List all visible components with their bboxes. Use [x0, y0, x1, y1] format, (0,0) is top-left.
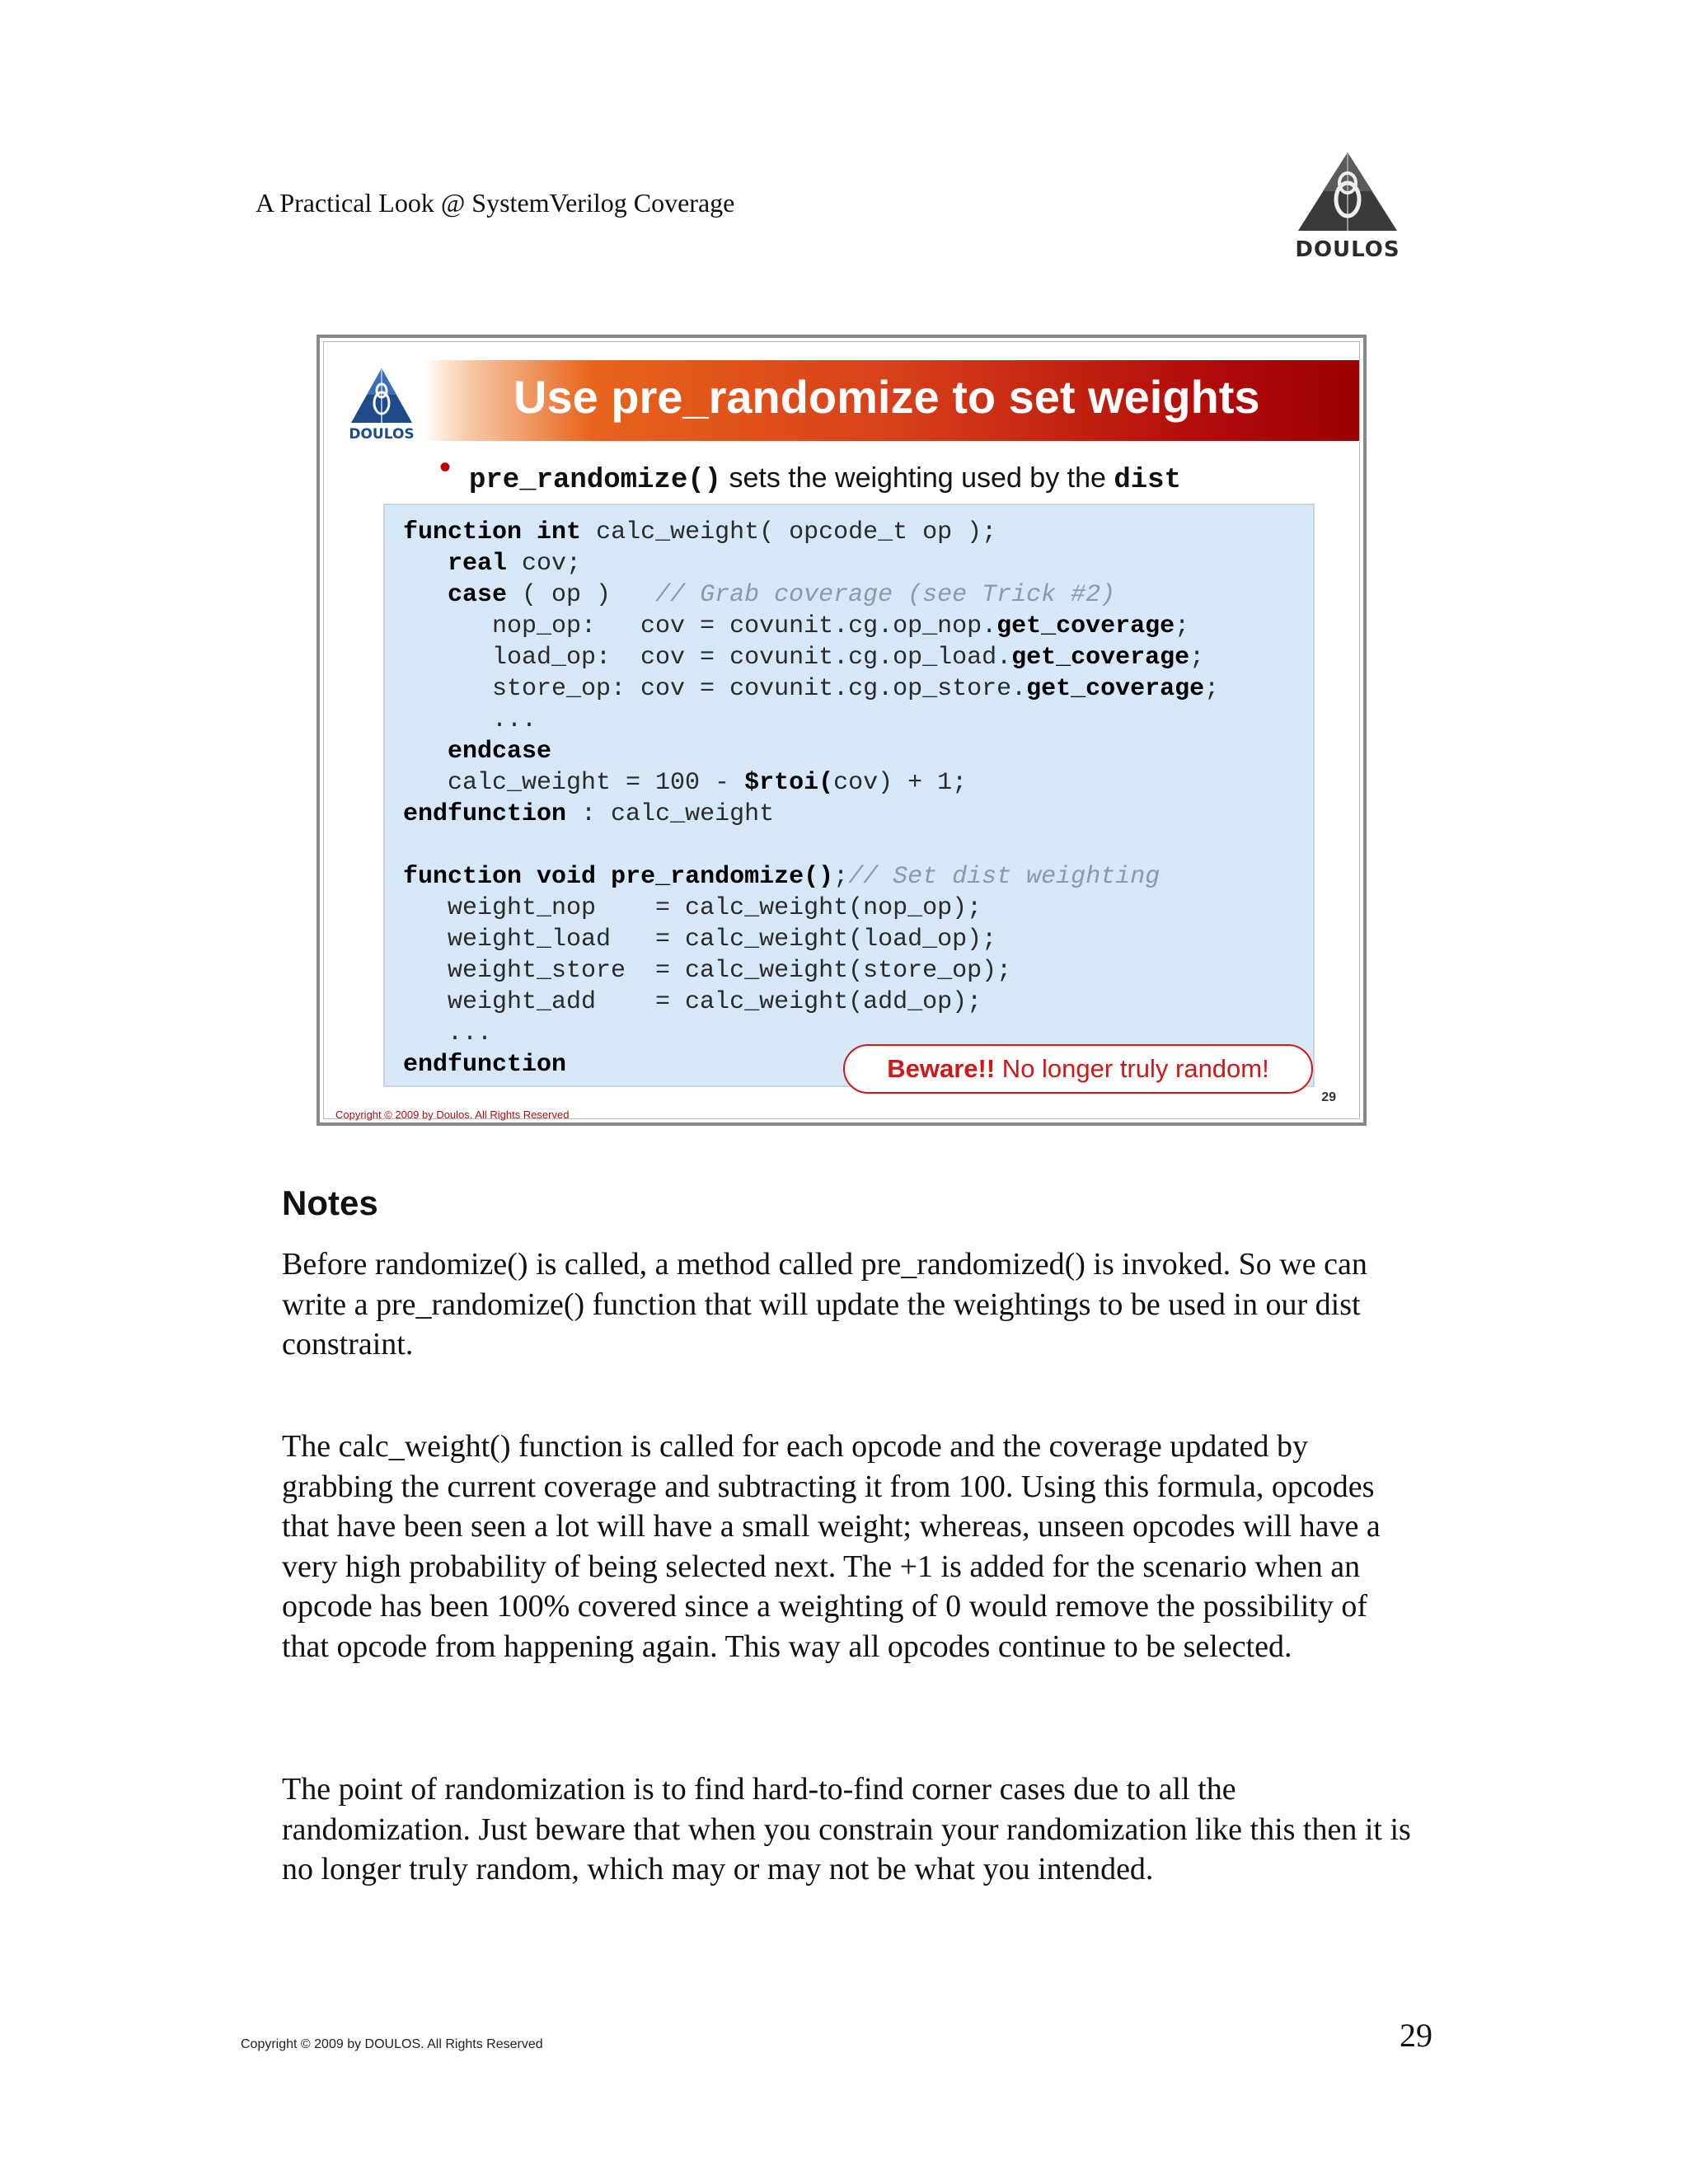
code-line: weight_add = calc_weight(add_op);: [448, 988, 982, 1016]
page-number: 29: [1400, 2017, 1432, 2054]
doulos-pyramid-icon: [349, 367, 415, 426]
doulos-pyramid-icon: [1294, 148, 1401, 239]
beware-callout: [843, 1044, 1313, 1094]
callout-text: No longer truly random!: [995, 1054, 1269, 1083]
code-block: [403, 517, 1219, 1080]
code-line: endfunction: [403, 1051, 567, 1079]
notes-paragraph: The calc_weight() function is called for each opcode and the coverage updated by grabbing the current coverage and subtracting it from 100. Using this formula, opcodes that have been seen a lot will have a small weight; whereas, unseen opcodes will have a very high probability of being selected next. The +1 is added for the scenario when an opcode has been 100% covered since a weighting of 0 would remove the possibility of that opcode from happening again. This way all opcodes continue to be selected.: [282, 1429, 1381, 1664]
code-line: calc_weight = 100 - $rtoi(cov) + 1;: [403, 769, 968, 797]
code-line: function void pre_randomize();// Set dist weighting: [403, 863, 1160, 891]
slide-bullet: [469, 462, 1181, 496]
notes-paragraph: The point of randomization is to find hard-to-find corner cases due to all the randomization. Just beware that when you constrain your randomization like this then it is no longer truly random, which may or may not be what you intended.: [282, 1772, 1411, 1886]
code-line: nop_op: cov = covunit.cg.op_nop.get_coverage;: [403, 612, 1190, 640]
code-line: weight_store = calc_weight(store_op);: [448, 957, 1012, 985]
doulos-logo: [1294, 148, 1401, 264]
slide-logo-text: DOULOS: [349, 426, 415, 443]
code-line: ...: [448, 1019, 493, 1047]
notes-heading: Notes: [282, 1183, 378, 1222]
slide-doulos-logo: [349, 367, 415, 441]
slide-number: 29: [1321, 1090, 1336, 1104]
code-line: ...: [492, 706, 537, 734]
slide-title-bar: [423, 360, 1359, 441]
slide-copyright: Copyright © 2009 by Doulos. All Rights Reserved: [335, 1108, 570, 1121]
code-box: [383, 504, 1315, 1087]
slide: [316, 335, 1367, 1126]
doulos-logo-text: DOULOS: [1295, 237, 1400, 262]
code-line: endfunction : calc_weight: [403, 800, 775, 828]
code-line: load_op: cov = covunit.cg.op_load.get_coverage;: [403, 644, 1205, 672]
bullet-text: sets the weighting used by the: [721, 462, 1114, 494]
callout-bold: Beware!!: [887, 1054, 996, 1083]
bullet-icon: •: [439, 449, 452, 485]
notes-paragraph: Before randomize() is called, a method called pre_randomized() is invoked. So we can write a pre_randomize() function that will update the weightings to be used in our dist constraint.: [282, 1247, 1367, 1361]
footer-copyright: Copyright © 2009 by DOULOS. All Rights Reserved: [241, 2037, 543, 2051]
page-header-title: A Practical Look @ SystemVerilog Coverage: [256, 188, 735, 218]
code-line: real cov;: [448, 550, 582, 578]
slide-title: Use pre_randomize to set weights: [513, 371, 1260, 423]
slide-frame: [323, 341, 1360, 1119]
bullet-code-dist: dist: [1114, 465, 1181, 496]
code-line: store_op: cov = covunit.cg.op_store.get_coverage;: [403, 675, 1220, 703]
code-line: case ( op ) // Grab coverage (see Trick #2): [448, 581, 1116, 609]
code-line: weight_nop = calc_weight(nop_op);: [448, 894, 982, 922]
code-line: function int calc_weight( opcode_t op );: [403, 518, 997, 546]
code-line: weight_load = calc_weight(load_op);: [448, 926, 997, 954]
bullet-code: pre_randomize(): [469, 465, 722, 496]
code-line: endcase: [448, 738, 552, 766]
